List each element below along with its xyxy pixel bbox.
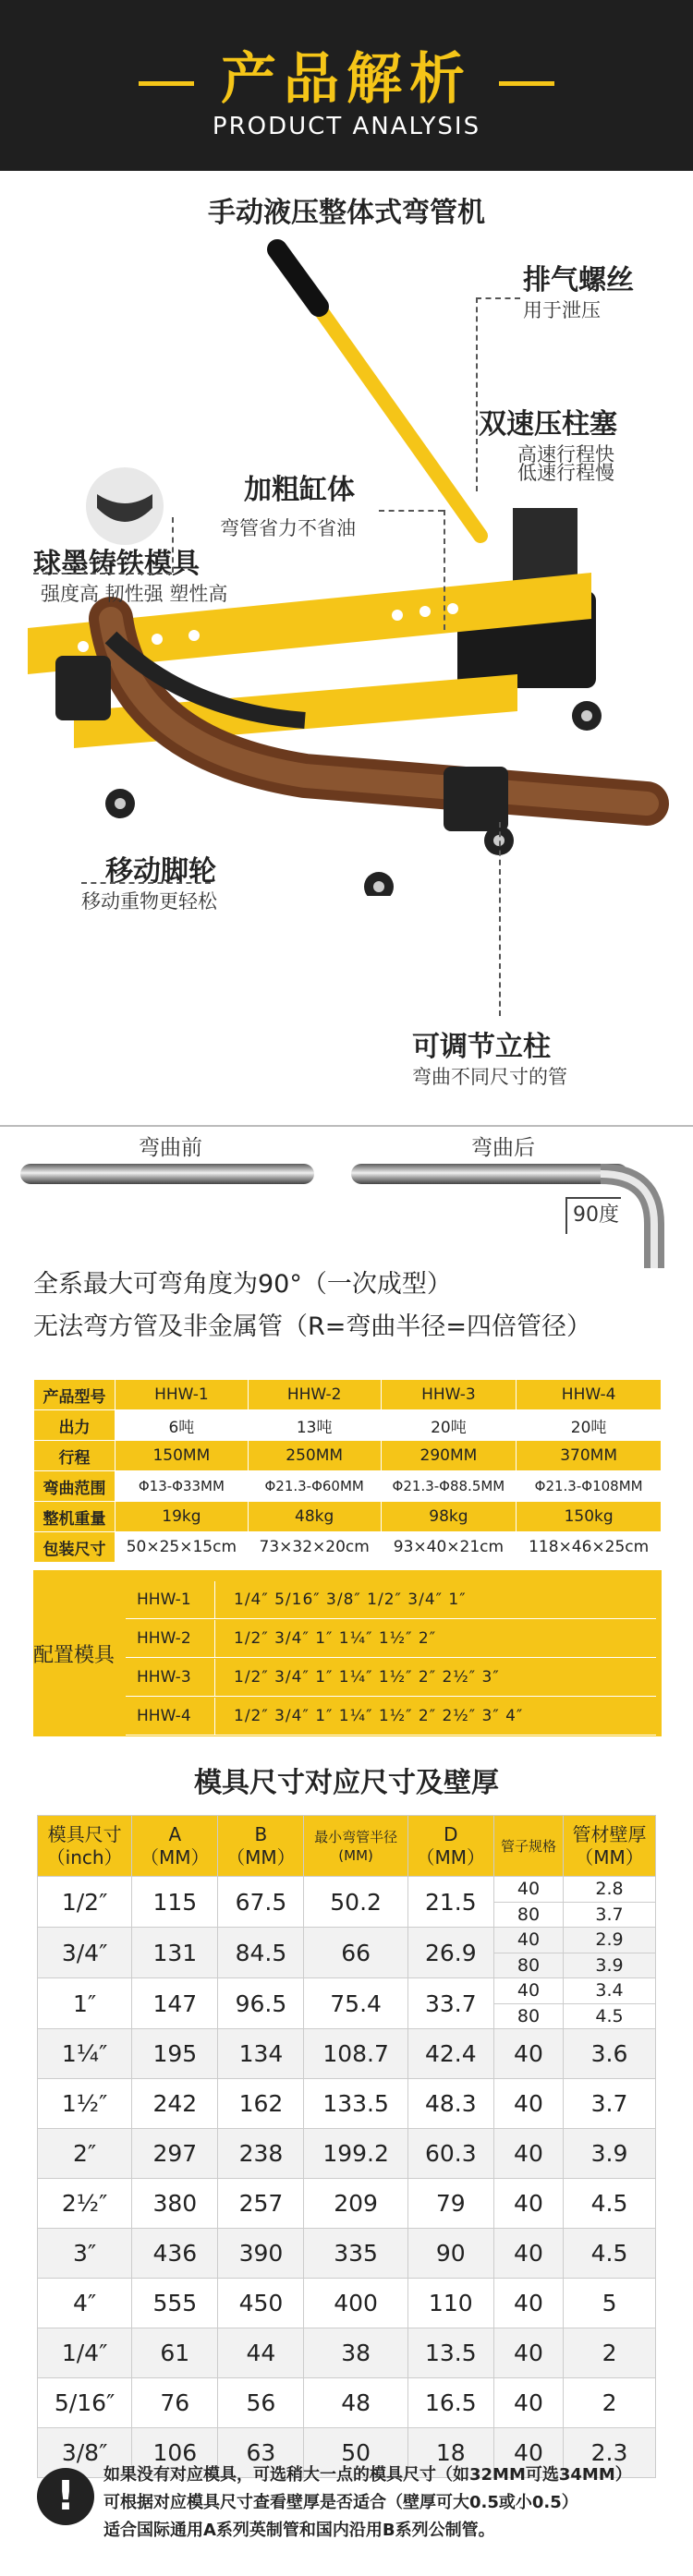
dims-cell-size: 1½″ <box>38 2079 132 2129</box>
dims-cell-r: 133.5 <box>304 2079 407 2129</box>
dims-cell-a: 131 <box>132 1928 218 1978</box>
spec-value: 73×32×20cm <box>248 1532 381 1563</box>
spec-table <box>33 1379 662 1563</box>
leader-line <box>172 517 174 573</box>
dims-cell-r: 50.2 <box>304 1877 407 1928</box>
mold-row <box>126 1698 656 1735</box>
dims-cell-spec: 80 <box>494 1902 563 1927</box>
mold-sizes: 1/4″ 5/16″ 3/8″ 1/2″ 3/4″ 1″ <box>214 1581 467 1619</box>
footer-line1: 如果没有对应模具，可选稍大一点的模具尺寸（如32MM可选34MM） <box>103 2465 632 2485</box>
table-row <box>38 2029 656 2079</box>
footer-line3: 适合国际通用A系列英制管和国内沿用B系列公制管。 <box>103 2521 495 2540</box>
dims-cell-r: 48 <box>304 2378 407 2428</box>
callout-wheel-title: 移动脚轮 <box>105 855 216 888</box>
table-row <box>38 2229 656 2279</box>
dims-cell-a: 242 <box>132 2079 218 2129</box>
dims-cell-spec: 40 <box>493 2029 563 2079</box>
dims-cell-b: 162 <box>218 2079 304 2129</box>
dims-cell-a: 555 <box>132 2279 218 2328</box>
dims-cell-wall: 4.5 <box>564 2229 656 2279</box>
spec-label: 包装尺寸 <box>34 1532 116 1563</box>
table-row <box>38 2328 656 2378</box>
bend-before-label: 弯曲前 <box>139 1136 202 1160</box>
straight-pipe <box>20 1164 314 1184</box>
dims-cell-spec: 40 <box>517 1929 541 1950</box>
mold-model: HHW-1 <box>137 1590 191 1609</box>
dims-cell-wall: 2.8 <box>595 1879 624 1899</box>
mold-config-label: 配置模具 <box>33 1643 116 1667</box>
angle-marker <box>565 1197 567 1234</box>
leader-line <box>444 510 445 630</box>
leader-line <box>476 297 520 299</box>
dims-header-line: 模具尺寸 <box>47 1822 122 1845</box>
dims-cell-a: 436 <box>132 2229 218 2279</box>
dims-cell-wall: 3.6 <box>564 2029 656 2079</box>
dims-cell-wall <box>564 1877 656 1928</box>
dims-cell-d: 33.7 <box>407 1978 493 2029</box>
dims-cell-b: 63 <box>218 2428 304 2478</box>
mold-model: HHW-3 <box>137 1668 191 1687</box>
dims-cell-d: 48.3 <box>407 2079 493 2129</box>
dims-cell-r: 199.2 <box>304 2129 407 2179</box>
callout-piston-sub2: 低速行程慢 <box>517 462 614 484</box>
dims-cell-a: 115 <box>132 1877 218 1928</box>
dims-header-line: D <box>444 1822 458 1845</box>
dims-header <box>38 1816 132 1877</box>
dims-cell-b: 67.5 <box>218 1877 304 1928</box>
spec-row <box>34 1502 662 1532</box>
callout-exhaust-sub: 用于泄压 <box>523 299 601 321</box>
dims-cell-wall: 2.3 <box>564 2428 656 2478</box>
spec-value: 250MM <box>248 1441 381 1471</box>
mold-sizes: 1/2″ 3/4″ 1″ 1¼″ 1½″ 2″ 2½″ 3″ <box>214 1659 500 1697</box>
callout-exhaust-title: 排气螺丝 <box>523 264 634 296</box>
table-row <box>38 2079 656 2129</box>
dims-cell-r: 335 <box>304 2229 407 2279</box>
callout-piston-title: 双速压柱塞 <box>479 408 617 441</box>
dims-cell-d: 18 <box>407 2428 493 2478</box>
spec-label: 整机重量 <box>34 1502 116 1532</box>
table-row <box>38 2179 656 2229</box>
angle-label: 90度 <box>573 1203 619 1227</box>
dims-cell-spec: 40 <box>493 2378 563 2428</box>
dims-cell-d: 110 <box>407 2279 493 2328</box>
spec-label: 出力 <box>34 1410 116 1441</box>
dims-cell-wall <box>564 1928 656 1978</box>
spec-value: 20吨 <box>381 1410 517 1441</box>
dims-cell-wall: 4.5 <box>564 2003 655 2028</box>
dims-cell-spec: 40 <box>493 2129 563 2179</box>
header-subtitle: PRODUCT ANALYSIS <box>212 113 481 140</box>
spec-value: Φ13-Φ33MM <box>116 1471 249 1502</box>
dims-cell-a: 297 <box>132 2129 218 2179</box>
dims-cell-r: 75.4 <box>304 1978 407 2029</box>
dims-header <box>304 1816 407 1877</box>
mold-row <box>126 1659 656 1697</box>
callout-mold-sub: 强度高 韧性强 塑性高 <box>41 583 228 605</box>
dims-cell-wall: 2 <box>564 2328 656 2378</box>
dims-header-line: （MM） <box>226 1845 296 1869</box>
spec-row <box>34 1471 662 1502</box>
callout-wheel-sub: 移动重物更轻松 <box>81 890 217 913</box>
callout-column-sub: 弯曲不同尺寸的管 <box>412 1066 567 1088</box>
dims-header <box>564 1816 656 1877</box>
dims-cell-d: 26.9 <box>407 1928 493 1978</box>
dims-cell-size: 1″ <box>38 1978 132 2029</box>
mold-row <box>126 1581 656 1619</box>
dims-header <box>132 1816 218 1877</box>
spec-value: Φ21.3-Φ108MM <box>517 1471 662 1502</box>
dims-cell-size: 2½″ <box>38 2179 132 2229</box>
dims-title: 模具尺寸对应尺寸及壁厚 <box>194 1767 499 1799</box>
dims-cell-size: 1/4″ <box>38 2328 132 2378</box>
spec-value: HHW-4 <box>517 1380 662 1410</box>
dims-cell-a: 61 <box>132 2328 218 2378</box>
table-row <box>38 2378 656 2428</box>
spec-value: 98kg <box>381 1502 517 1532</box>
spec-value: 50×25×15cm <box>116 1532 249 1563</box>
dims-cell-wall <box>564 1978 656 2029</box>
leader-line <box>476 297 478 491</box>
callout-column-title: 可调节立柱 <box>412 1031 551 1063</box>
dims-cell-b: 134 <box>218 2029 304 2079</box>
dims-cell-b: 44 <box>218 2328 304 2378</box>
dims-header <box>493 1816 563 1877</box>
dims-cell-d: 21.5 <box>407 1877 493 1928</box>
dims-cell-spec: 40 <box>493 2079 563 2129</box>
spec-value: HHW-3 <box>381 1380 517 1410</box>
dims-cell-r: 50 <box>304 2428 407 2478</box>
dims-cell-wall: 5 <box>564 2279 656 2328</box>
mold-sizes: 1/2″ 3/4″ 1″ 1¼″ 1½″ 2″ 2½″ 3″ 4″ <box>214 1698 523 1735</box>
dims-cell-size: 2″ <box>38 2129 132 2179</box>
dims-cell-d: 90 <box>407 2229 493 2279</box>
callout-cylinder-sub: 弯管省力不省油 <box>220 517 356 539</box>
exclamation-icon: ! <box>37 2468 94 2525</box>
table-row <box>38 1877 656 1928</box>
dims-cell-wall: 3.9 <box>564 1953 655 1977</box>
dims-cell-r: 108.7 <box>304 2029 407 2079</box>
footer-line2: 可根据对应模具尺寸查看壁厚是否适合（壁厚可大0.5或小0.5） <box>103 2493 578 2512</box>
dims-cell-size: 1¼″ <box>38 2029 132 2079</box>
dims-cell-spec: 40 <box>517 1980 541 2001</box>
dims-cell-size: 1/2″ <box>38 1877 132 1928</box>
leader-line <box>33 573 172 574</box>
note-limitation: 无法弯方管及非金属管（R=弯曲半径=四倍管径） <box>33 1312 592 1341</box>
callout-cylinder-title: 加粗缸体 <box>244 474 355 506</box>
spec-value: 118×46×25cm <box>517 1532 662 1563</box>
mold-config <box>33 1570 662 1736</box>
mold-model: HHW-4 <box>137 1707 191 1725</box>
dims-cell-d: 13.5 <box>407 2328 493 2378</box>
dims-cell-size: 3″ <box>38 2229 132 2279</box>
spec-value: 370MM <box>517 1441 662 1471</box>
spec-value: 19kg <box>116 1502 249 1532</box>
header-banner <box>0 0 693 171</box>
dims-cell-wall: 2.9 <box>595 1929 624 1950</box>
spec-label: 弯曲范围 <box>34 1471 116 1502</box>
leader-line <box>499 822 501 1016</box>
product-title: 手动液压整体式弯管机 <box>208 197 485 229</box>
dims-cell-spec: 40 <box>493 2229 563 2279</box>
dims-header <box>218 1816 304 1877</box>
dims-cell-r: 209 <box>304 2179 407 2229</box>
dims-cell-a: 76 <box>132 2378 218 2428</box>
dims-cell-b: 390 <box>218 2229 304 2279</box>
spec-row <box>34 1441 662 1471</box>
dims-cell-a: 380 <box>132 2179 218 2229</box>
table-row <box>38 1928 656 1978</box>
spec-row <box>34 1532 662 1563</box>
dims-cell-d: 42.4 <box>407 2029 493 2079</box>
spec-value: 93×40×21cm <box>381 1532 517 1563</box>
dims-cell-spec: 40 <box>493 2179 563 2229</box>
dims-cell-spec <box>493 1928 563 1978</box>
dims-cell-a: 195 <box>132 2029 218 2079</box>
dims-cell-r: 400 <box>304 2279 407 2328</box>
dims-cell-b: 257 <box>218 2179 304 2229</box>
table-row <box>38 2129 656 2179</box>
dims-cell-d: 79 <box>407 2179 493 2229</box>
mold-row <box>126 1620 656 1658</box>
dims-cell-size: 3/8″ <box>38 2428 132 2478</box>
dims-cell-spec: 40 <box>493 2328 563 2378</box>
dims-header-line: (MM) <box>338 1846 373 1864</box>
spec-value: HHW-1 <box>116 1380 249 1410</box>
dims-cell-a: 106 <box>132 2428 218 2478</box>
spec-value: 290MM <box>381 1441 517 1471</box>
note-max-angle: 全系最大可弯角度为90°（一次成型） <box>33 1270 452 1299</box>
header-title: 产品解析 <box>221 47 472 112</box>
mold-model: HHW-2 <box>137 1629 191 1648</box>
dims-header-line: 最小弯管半径 <box>314 1828 398 1845</box>
table-row <box>38 1978 656 2029</box>
dims-cell-spec: 40 <box>493 2279 563 2328</box>
dims-header-line: （MM） <box>575 1845 644 1869</box>
leader-line <box>379 510 444 512</box>
dims-cell-spec <box>493 1978 563 2029</box>
spec-value: 6吨 <box>116 1410 249 1441</box>
spec-row <box>34 1380 662 1410</box>
dims-cell-b: 84.5 <box>218 1928 304 1978</box>
dims-cell-spec <box>493 1877 563 1928</box>
leader-line <box>81 882 211 884</box>
dims-cell-d: 60.3 <box>407 2129 493 2179</box>
dims-cell-wall: 3.9 <box>564 2129 656 2179</box>
dims-header-line: 管子规格 <box>500 1837 556 1855</box>
callout-mold-title: 球墨铸铁模具 <box>33 548 200 580</box>
dims-header-line: 管材壁厚 <box>572 1822 647 1845</box>
spec-value: 150kg <box>517 1502 662 1532</box>
spec-label: 产品型号 <box>34 1380 116 1410</box>
dims-cell-a: 147 <box>132 1978 218 2029</box>
dims-cell-spec: 40 <box>517 1879 541 1899</box>
spec-value: 150MM <box>116 1441 249 1471</box>
spec-value: 13吨 <box>248 1410 381 1441</box>
dims-cell-b: 238 <box>218 2129 304 2179</box>
dims-cell-wall: 2 <box>564 2378 656 2428</box>
dims-cell-wall: 3.7 <box>564 1902 655 1927</box>
dims-cell-b: 96.5 <box>218 1978 304 2029</box>
dims-cell-size: 5/16″ <box>38 2378 132 2428</box>
table-row <box>38 2279 656 2328</box>
bent-pipe-horizontal <box>351 1164 628 1184</box>
dims-cell-spec: 40 <box>493 2428 563 2478</box>
spec-label: 行程 <box>34 1441 116 1471</box>
dims-cell-r: 66 <box>304 1928 407 1978</box>
dims-cell-wall: 4.5 <box>564 2179 656 2229</box>
dims-cell-d: 16.5 <box>407 2378 493 2428</box>
spec-value: 20吨 <box>517 1410 662 1441</box>
dims-header-line: （inch） <box>46 1845 123 1869</box>
dims-header-line: B <box>254 1822 268 1845</box>
dims-table <box>37 1815 656 2478</box>
dims-cell-b: 56 <box>218 2378 304 2428</box>
dims-cell-spec: 80 <box>494 2003 563 2028</box>
spec-value: Φ21.3-Φ60MM <box>248 1471 381 1502</box>
dims-cell-b: 450 <box>218 2279 304 2328</box>
dims-header-line: （MM） <box>140 1845 210 1869</box>
divider <box>0 1125 693 1127</box>
dims-header-line: （MM） <box>416 1845 486 1869</box>
dims-cell-size: 4″ <box>38 2279 132 2328</box>
callout-piston-sub1: 高速行程快 <box>517 443 614 466</box>
dims-cell-r: 38 <box>304 2328 407 2378</box>
dims-cell-wall: 3.4 <box>595 1980 624 2001</box>
mold-sizes: 1/2″ 3/4″ 1″ 1¼″ 1½″ 2″ <box>214 1620 436 1658</box>
dims-header-line: A <box>168 1822 182 1845</box>
spec-row <box>34 1410 662 1441</box>
dims-cell-size: 3/4″ <box>38 1928 132 1978</box>
spec-value: 48kg <box>248 1502 381 1532</box>
spec-value: Φ21.3-Φ88.5MM <box>381 1471 517 1502</box>
spec-value: HHW-2 <box>248 1380 381 1410</box>
dims-cell-spec: 80 <box>494 1953 563 1977</box>
bend-after-label: 弯曲后 <box>471 1136 535 1160</box>
dims-header <box>407 1816 493 1877</box>
dims-cell-wall: 3.7 <box>564 2079 656 2129</box>
